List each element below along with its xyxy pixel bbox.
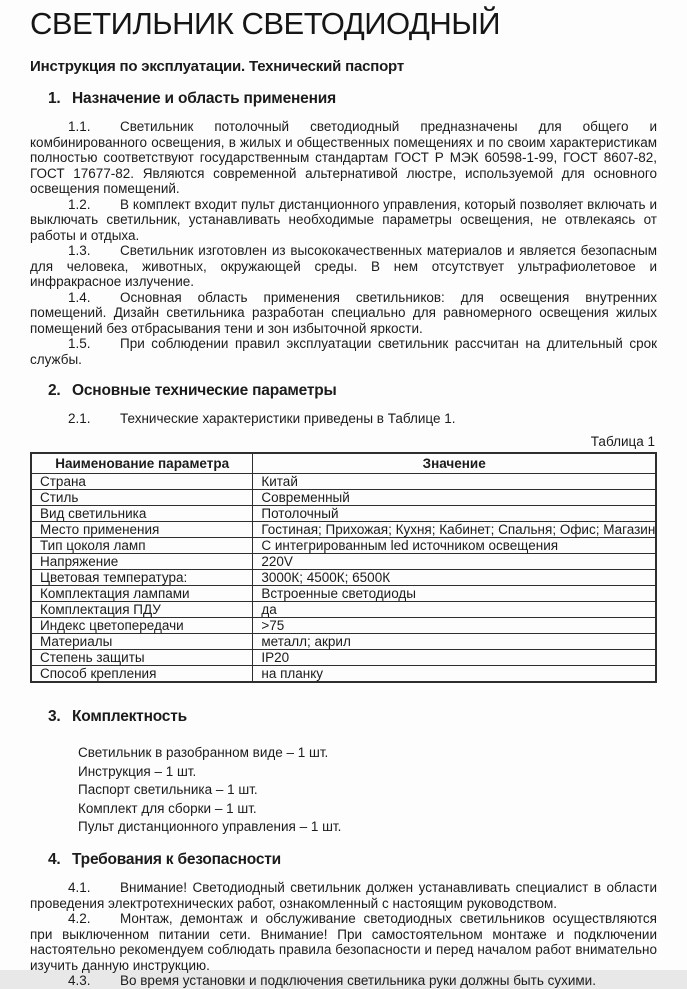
param-value: Гостиная; Прихожая; Кухня; Кабинет; Спальня; Офис; Магазин [253, 521, 656, 537]
section-1-body [30, 119, 657, 367]
param-name: Место применения [31, 521, 253, 537]
section-4-heading [48, 852, 657, 868]
param-value: Современный [253, 489, 656, 505]
paragraph-1-3-number: 1.3. [68, 243, 91, 258]
paragraph-2-1-number: 2.1. [68, 410, 91, 426]
table-row [31, 633, 656, 649]
param-value: Китай [253, 473, 656, 489]
param-name: Комплектация лампами [31, 585, 253, 601]
table-caption: Таблица 1 [590, 434, 655, 449]
table-header-row [31, 453, 656, 474]
kit-item: Светильник в разобранном виде – 1 шт. [78, 745, 329, 760]
table-row [31, 553, 656, 569]
section-3-title: Комплектность [72, 707, 187, 725]
paragraph-1-5-text: При соблюдении правил эксплуатации светильник рассчитан на длительный срок службы. [30, 336, 657, 367]
section-3-heading [48, 709, 657, 725]
param-value: 3000К; 4500К; 6500К [253, 569, 656, 585]
paragraph-1-4 [30, 290, 657, 337]
table-row [31, 537, 656, 553]
kit-item: Паспорт светильника – 1 шт. [78, 782, 258, 797]
paragraph-1-4-text: Основная область применения светильников: для освещения внутренних помещений. Дизайн светильника разработан специально для равномерного освещения жилых помещений без отбрасывания тени и зон избыточной яркости. [30, 289, 657, 336]
paragraph-2-1-text: Технические характеристики приведены в Таблице 1. [120, 410, 456, 426]
document-title: СВЕТИЛЬНИК СВЕТОДИОДНЫЙ [30, 6, 501, 41]
paragraph-4-2 [30, 911, 657, 973]
section-1-number: 1. [48, 89, 61, 107]
paragraph-1-3 [30, 243, 657, 290]
param-value: металл; акрил [253, 633, 656, 649]
table-row [31, 505, 656, 521]
paragraph-4-2-number: 4.2. [68, 911, 91, 926]
paragraph-1-3-text: Светильник изготовлен из высококачественных материалов и является безопасным для человека, животных, окружающей среды. В нем отсутствует ультрафиолетовое и инфракрасное излучение. [30, 243, 657, 289]
table-row [31, 569, 656, 585]
section-1-title: Назначение и область применения [72, 89, 336, 107]
param-value: Встроенные светодиоды [253, 585, 656, 601]
kit-item: Пульт дистанционного управления – 1 шт. [78, 819, 342, 834]
paragraph-1-2-number: 1.2. [68, 196, 91, 212]
table-header-value: Значение [253, 453, 656, 474]
param-name: Стиль [31, 489, 253, 505]
paragraph-1-4-number: 1.4. [68, 289, 91, 305]
section-1-heading [48, 91, 657, 107]
param-name: Страна [31, 473, 253, 489]
paragraph-1-1-number: 1.1. [68, 119, 91, 134]
section-4-body [30, 880, 657, 989]
paragraph-4-1-number: 4.1. [68, 880, 91, 895]
table-row [31, 473, 656, 489]
section-2-heading [48, 383, 657, 399]
param-value: да [253, 601, 656, 617]
param-value: на планку [253, 665, 656, 682]
param-value: 220V [253, 553, 656, 569]
param-name: Вид светильника [31, 505, 253, 521]
kit-item: Комплект для сборки – 1 шт. [78, 800, 257, 816]
param-value: Потолочный [253, 505, 656, 521]
table-row [31, 649, 656, 665]
spec-table [30, 452, 657, 683]
param-name: Способ крепления [31, 665, 253, 682]
param-name: Комплектация ПДУ [31, 601, 253, 617]
param-value: >75 [253, 617, 656, 633]
paragraph-4-3 [30, 973, 657, 989]
paragraph-4-2-text: Монтаж, демонтаж и обслуживание светодиодных светильников осуществляются при выключенном питании сети. Внимание! При самостоятельном монтаже и подключении настоятельно рекомендуем соблюдать правила безопасности и перед началом работ внимательно изучить данную инструкцию. [30, 911, 657, 973]
section-3-number: 3. [48, 707, 61, 725]
paragraph-4-3-number: 4.3. [68, 973, 91, 988]
paragraph-1-1-text: Светильник потолочный светодиодный предназначены для общего и комбинированного освещения, в жилых и общественных помещениях и по своим характеристикам полностью соответствуют государственным стандартам ГОСТ Р МЭК 60598-1-99, ГОСТ 8607-82, ГОСТ 17677-82. Являются современной альтернативой люстре, используемой для основного освещения помещений. [30, 119, 657, 196]
param-name: Тип цоколя ламп [31, 537, 253, 553]
param-name: Индекс цветопередачи [31, 617, 253, 633]
kit-list [78, 744, 657, 837]
section-4-title: Требования к безопасности [72, 850, 282, 868]
param-value: С интегрированным led источником освещения [253, 537, 656, 553]
section-2-number: 2. [48, 382, 61, 399]
paragraph-4-3-text: Во время установки и подключения светильника руки должны быть сухими. [120, 973, 596, 988]
table-row [31, 665, 656, 682]
param-name: Степень защиты [31, 649, 253, 665]
table-header-parameter: Наименование параметра [31, 453, 253, 474]
paragraph-1-2-text: В комплект входит пульт дистанционного управления, который позволяет включать и выключать светильник, устанавливать необходимые параметры освещения, не отвлекаясь от работы и отдыха. [30, 196, 657, 243]
param-name: Материалы [31, 633, 253, 649]
table-row [31, 585, 656, 601]
param-name: Цветовая температура: [31, 569, 253, 585]
document-subtitle: Инструкция по эксплуатации. Технический паспорт [30, 58, 404, 75]
paragraph-1-5 [30, 336, 657, 367]
paragraph-1-5-number: 1.5. [68, 336, 91, 351]
table-row [31, 601, 656, 617]
paragraph-4-1 [30, 880, 657, 911]
table-row [31, 521, 656, 537]
section-2-title: Основные технические параметры [72, 382, 337, 399]
paragraph-1-1 [30, 119, 657, 197]
table-row [31, 617, 656, 633]
paragraph-1-2 [30, 197, 657, 244]
table-row [31, 489, 656, 505]
param-name: Напряжение [31, 553, 253, 569]
paragraph-4-1-text: Внимание! Светодиодный светильник должен устанавливать специалист в области проведения электротехнических работ, ознакомленный с настоящим руководством. [30, 880, 657, 911]
param-value: IP20 [253, 649, 656, 665]
kit-item: Инструкция – 1 шт. [78, 763, 197, 779]
section-4-number: 4. [48, 850, 61, 868]
paragraph-2-1 [30, 411, 657, 427]
